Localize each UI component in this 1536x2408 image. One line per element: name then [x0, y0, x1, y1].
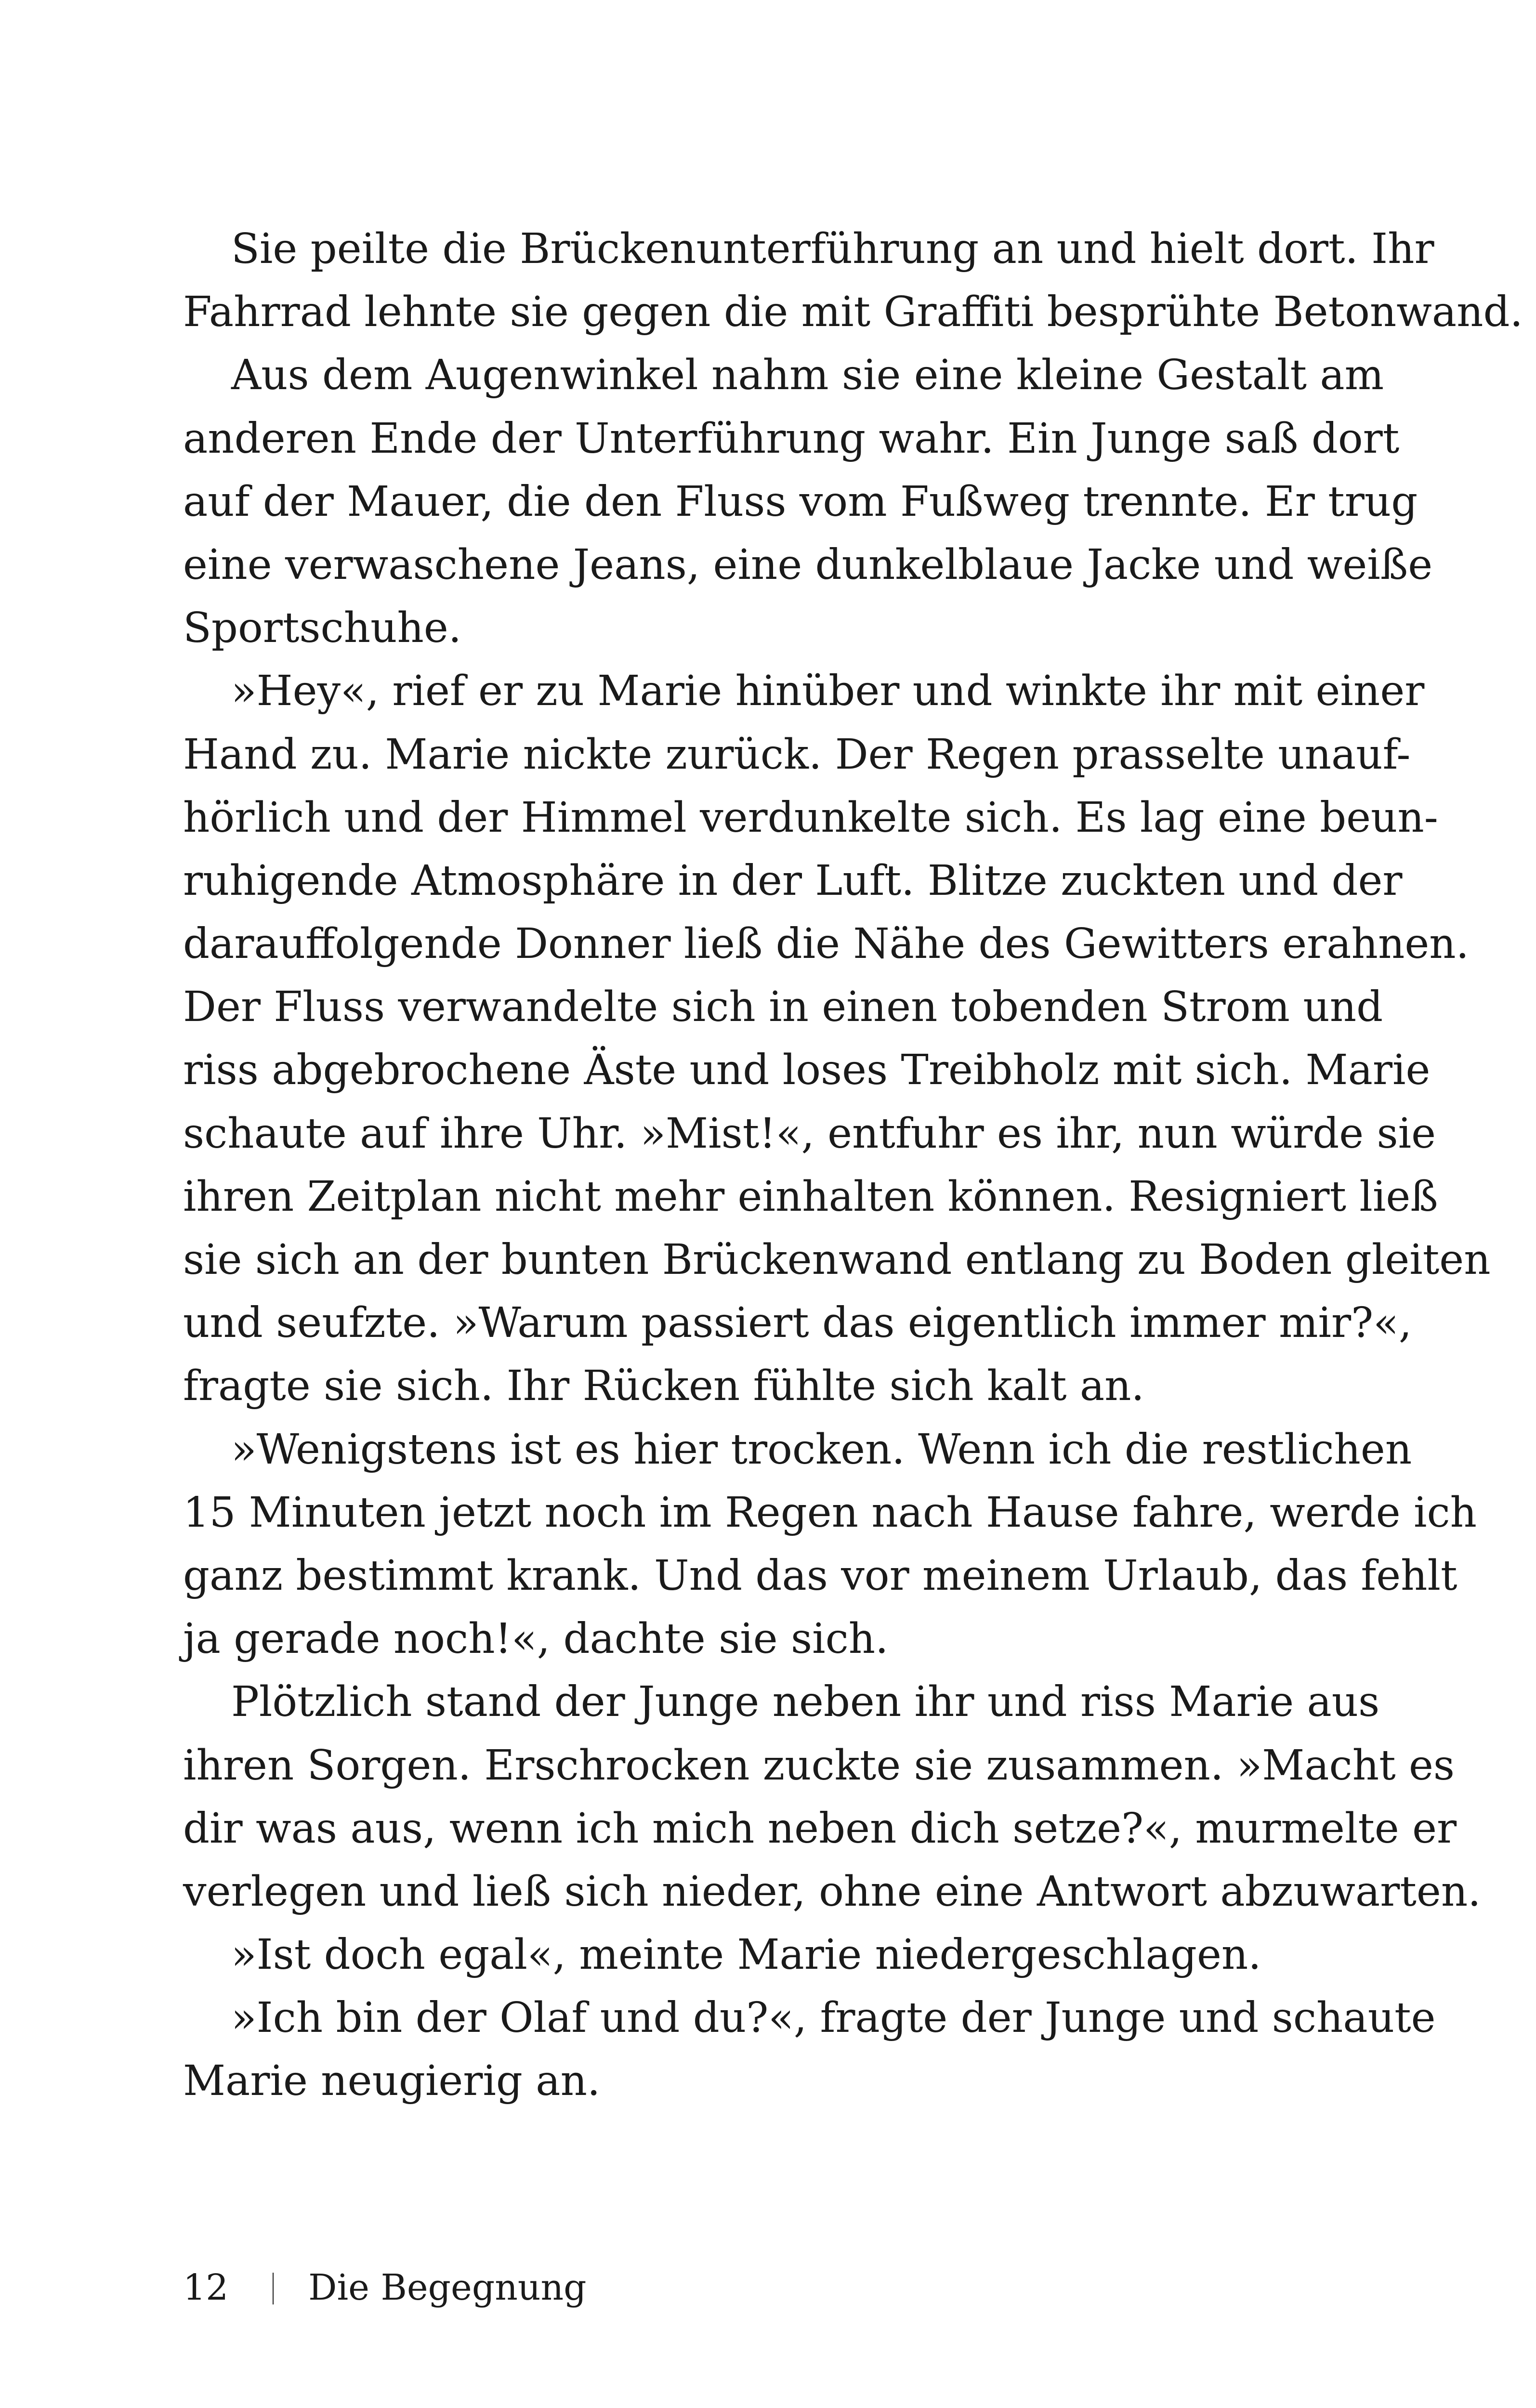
- text-line: darauffolgende Donner ließ die Nähe des Gewitters erahnen.: [183, 920, 1469, 968]
- text-line: verlegen und ließ sich nieder, ohne eine Antwort abzuwarten.: [183, 1867, 1481, 1916]
- paragraph: [183, 1924, 1345, 1987]
- paragraph: [183, 1671, 1481, 1924]
- paragraph: [183, 660, 1491, 1418]
- page-footer: [183, 2266, 587, 2309]
- text-line: 15 Minuten jetzt noch im Regen nach Hause fahre, werde ich: [183, 1488, 1477, 1537]
- text-line: ruhigende Atmosphäre in der Luft. Blitze zuckten und der: [183, 856, 1403, 905]
- text-line: Sie peilte die Brückenunterführung an und hielt dort. Ihr: [231, 225, 1434, 273]
- text-line: eine verwaschene Jeans, eine dunkelblaue Jacke und weiße: [183, 540, 1433, 589]
- text-line: ja gerade noch!«, dachte sie sich.: [183, 1615, 889, 1663]
- text-line: ihren Zeitplan nicht mehr einhalten können. Resigniert ließ: [183, 1172, 1438, 1221]
- paragraph: [183, 1418, 1477, 1671]
- paragraph: [183, 218, 1523, 344]
- text-line: anderen Ende der Unterführung wahr. Ein Junge saß dort: [183, 414, 1400, 463]
- text-line: und seufzte. »Warum passiert das eigentlich immer mir?«,: [183, 1299, 1412, 1348]
- text-line: hörlich und der Himmel verdunkelte sich. Es lag eine beun-: [183, 793, 1438, 842]
- text-line: Fahrrad lehnte sie gegen die mit Graffiti besprühte Betonwand.: [183, 288, 1523, 337]
- footer-separator: [273, 2273, 274, 2304]
- text-line: »Ist doch egal«, meinte Marie niedergeschlagen.: [231, 1931, 1261, 1979]
- text-line: dir was aus, wenn ich mich neben dich setze?«, murmelte er: [183, 1804, 1457, 1853]
- text-line: Marie neugierig an.: [183, 2057, 601, 2106]
- text-line: ihren Sorgen. Erschrocken zuckte sie zusammen. »Macht es: [183, 1741, 1455, 1790]
- body-text: [183, 218, 1523, 2113]
- text-line: »Ich bin der Olaf und du?«, fragte der Junge und schaute: [231, 1994, 1436, 2042]
- paragraph: [183, 344, 1433, 660]
- page-number: 12: [183, 2267, 229, 2308]
- text-line: »Wenigstens ist es hier trocken. Wenn ich die restlichen: [231, 1425, 1412, 1474]
- text-line: riss abgebrochene Äste und loses Treibholz mit sich. Marie: [183, 1046, 1431, 1095]
- text-line: Hand zu. Marie nickte zurück. Der Regen prasselte unauf-: [183, 730, 1411, 779]
- text-line: sie sich an der bunten Brückenwand entlang zu Boden gleiten: [183, 1236, 1491, 1284]
- text-line: ganz bestimmt krank. Und das vor meinem Urlaub, das fehlt: [183, 1551, 1457, 1600]
- text-line: »Hey«, rief er zu Marie hinüber und winkte ihr mit einer: [231, 667, 1425, 716]
- text-line: auf der Mauer, die den Fluss vom Fußweg trennte. Er trug: [183, 477, 1418, 526]
- text-line: Der Fluss verwandelte sich in einen tobenden Strom und: [183, 983, 1383, 1032]
- paragraph: [183, 1987, 1436, 2113]
- text-line: Plötzlich stand der Junge neben ihr und riss Marie aus: [231, 1678, 1380, 1727]
- text-line: Sportschuhe.: [183, 604, 462, 653]
- text-line: fragte sie sich. Ihr Rücken fühlte sich kalt an.: [183, 1362, 1144, 1411]
- text-line: schaute auf ihre Uhr. »Mist!«, entfuhr es ihr, nun würde sie: [183, 1109, 1436, 1158]
- chapter-title: Die Begegnung: [308, 2267, 587, 2308]
- text-line: Aus dem Augenwinkel nahm sie eine kleine Gestalt am: [231, 351, 1384, 400]
